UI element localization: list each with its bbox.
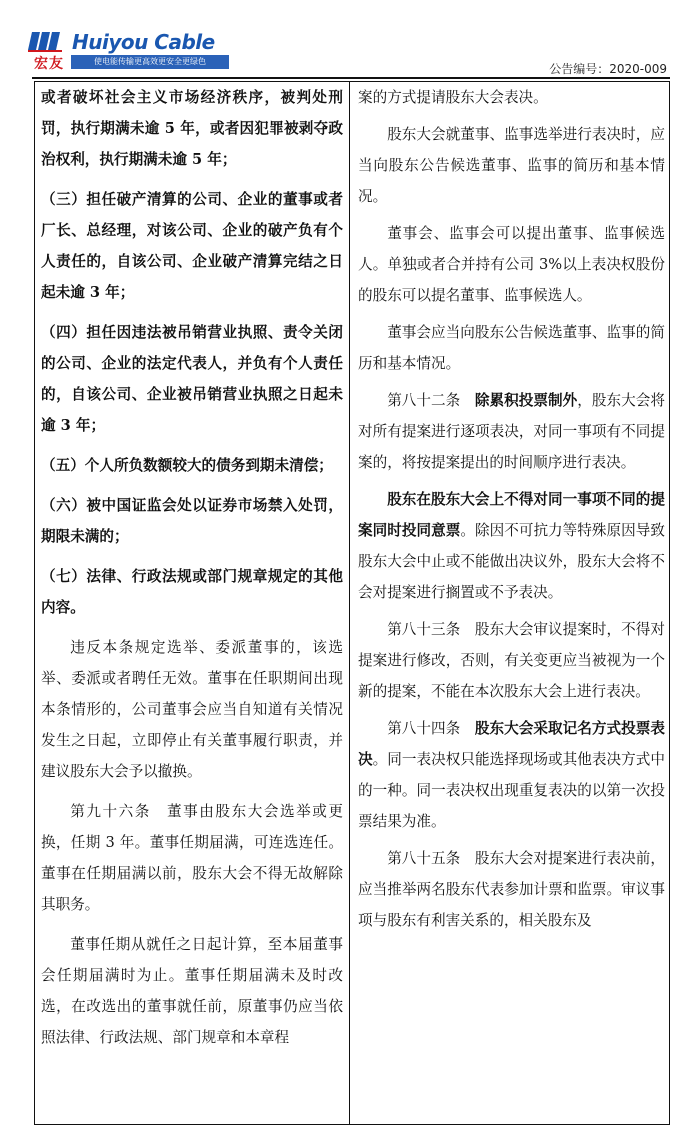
text-segment: 第八十三条 股东大会审议提案时，不得对提案进行修改，否则，有关变更应当被视为一个新的提案，不能在本次股东大会上进行表决。 (358, 621, 665, 700)
right-paragraph (358, 484, 665, 608)
left-paragraph: （七）法律、行政法规或部门规章规定的其他内容。 (41, 568, 343, 616)
right-paragraph (358, 713, 665, 837)
left-paragraph: （三）担任破产清算的公司、企业的董事或者厂长、总经理，对该公司、企业的破产负有个人责任的，自该公司、企业破产清算完结之日起未逾 3 年； (41, 191, 343, 301)
text-segment: ，股东大会将对所有提案进行逐项表决，对同一事项有不同提案的，将按提案提出的时间顺序进行表决。 (358, 392, 665, 471)
right-paragraph (358, 82, 665, 113)
logo-cn-text: 宏友 (34, 56, 64, 72)
text-segment: 案的方式提请股东大会表决。 (358, 89, 548, 106)
left-paragraph: （六）被中国证监会处以证券市场禁入处罚，期限未满的； (41, 497, 343, 545)
right-paragraph (358, 317, 665, 379)
right-paragraph (358, 385, 665, 478)
left-paragraph: （五）个人所负数额较大的债务到期未清偿； (41, 457, 333, 474)
left-paragraph: 或者破坏社会主义市场经济秩序，被判处刑罚，执行期满未逾 5 年，或者因犯罪被剥夺政治权利，执行期满未逾 5 年； (41, 89, 343, 168)
text-segment: 董事会应当向股东公告候选董事、监事的简历和基本情况。 (358, 324, 665, 372)
notice-number: 公告编号：2020-009 (549, 62, 667, 76)
text-segment: 董事会、监事会可以提出董事、监事候选人。单独或者合并持有公司 3%以上表决权股份的股东可以提名董事、监事候选人。 (358, 225, 665, 304)
comparison-table (34, 81, 670, 1125)
logo-en-text: Huiyou Cable (72, 30, 215, 54)
right-paragraph (358, 614, 665, 707)
right-column (358, 82, 665, 1124)
left-paragraph: 违反本条规定选举、委派董事的，该选举、委派或者聘任无效。董事在任职期间出现本条情形的，公司董事会应当自知道有关情况发生之日起，立即停止有关董事履行职责，并建议股东大会予以撤换。 (41, 639, 343, 780)
left-column (41, 82, 343, 1124)
bold-text-segment: 股东在股东大会上不得对同一事项不同的提案同时投同意票 (358, 491, 665, 539)
text-segment: 第八十二条 (387, 392, 475, 409)
left-paragraph: 第九十六条 董事由股东大会选举或更换，任期 3 年。董事任期届满，可连选连任。董事在任期届满以前，股东大会不得无故解除其职务。 (41, 803, 343, 913)
right-paragraph (358, 218, 665, 311)
text-segment: 股东大会就董事、监事选举进行表决时，应当向股东公告候选董事、监事的简历和基本情况。 (358, 126, 665, 205)
left-paragraph: （四）担任因违法被吊销营业执照、责令关闭的公司、企业的法定代表人，并负有个人责任的，自该公司、企业被吊销营业执照之日起未逾 3 年； (41, 324, 343, 434)
page-header (0, 0, 700, 85)
text-segment: 第八十四条 (387, 720, 475, 737)
right-paragraph (358, 119, 665, 212)
bold-text-segment: 除累积投票制外 (474, 392, 578, 409)
company-logo (26, 30, 216, 72)
left-paragraph: 董事任期从就任之日起计算，至本届董事会任期届满时为止。董事任期届满未及时改选，在改选出的董事就任前，原董事仍应当依照法律、行政法规、部门规章和本章程 (41, 936, 343, 1046)
bold-text-segment: 股东大会采取记名方式投票表决 (358, 720, 665, 768)
header-rule (32, 77, 670, 79)
right-paragraph (358, 843, 665, 936)
text-segment: 。同一表决权只能选择现场或其他表决方式中的一种。同一表决权出现重复表决的以第一次投票结果为准。 (358, 751, 665, 830)
text-segment: 。除因不可抗力等特殊原因导致股东大会中止或不能做出决议外，股东大会将不会对提案进行搁置或不予表决。 (358, 522, 665, 601)
logo-tagline: 使电能传输更高效更安全更绿色 (71, 55, 229, 69)
column-divider (349, 82, 350, 1124)
text-segment: 第八十五条 股东大会对提案进行表决前，应当推举两名股东代表参加计票和监票。审议事项与股东有利害关系的，相关股东及 (358, 850, 665, 929)
